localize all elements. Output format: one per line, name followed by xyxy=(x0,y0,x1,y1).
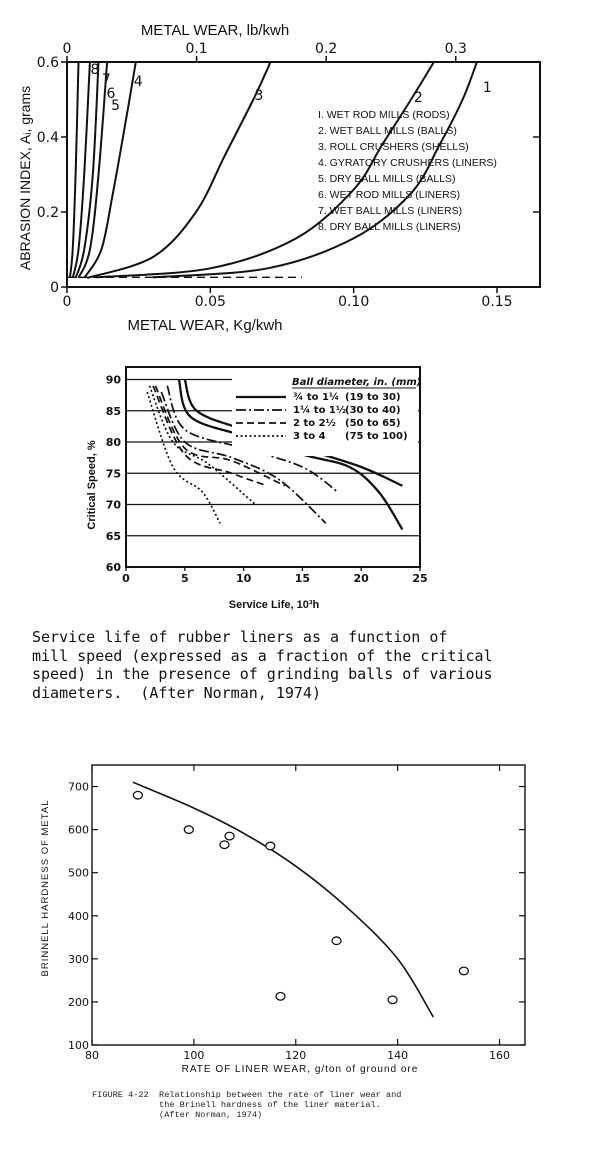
plot-frame xyxy=(92,765,525,1045)
data-point xyxy=(220,841,229,849)
legend-item: 5. DRY BALL MILLS (BALLS) xyxy=(318,173,456,185)
y-tick-label: 0.4 xyxy=(36,130,59,146)
y-tick-label: 85 xyxy=(105,404,121,418)
y-tick-label: 90 xyxy=(105,373,121,387)
axis-ticks xyxy=(68,765,525,1062)
x-tick-label: 10 xyxy=(235,572,252,585)
x-axis-label: Service Life, 10³h xyxy=(228,599,320,611)
x-tick-label: 140 xyxy=(387,1049,409,1062)
legend-inch-range: 1¼ to 1½ xyxy=(293,405,347,416)
data-point xyxy=(332,937,341,945)
curve-1 xyxy=(153,62,477,277)
legend-mm-range: (19 to 30) xyxy=(345,392,401,403)
scatter-points xyxy=(133,791,468,1003)
data-point xyxy=(459,967,468,975)
legend-mm-range: (75 to 100) xyxy=(345,431,408,442)
top-tick-label: 0.2 xyxy=(315,41,338,57)
curve-label-6: 6 xyxy=(106,86,116,102)
y-tick-label: 60 xyxy=(105,561,121,574)
legend-title: Ball diameter, in. (mm) xyxy=(292,377,422,388)
x-tick-label: 0 xyxy=(62,294,72,310)
data-point xyxy=(184,826,193,834)
y-tick-label: 400 xyxy=(68,909,89,923)
x-tick-label: 80 xyxy=(85,1049,99,1062)
curve-label-8: 8 xyxy=(90,62,100,78)
top-axis-label: METAL WEAR, lb/kwh xyxy=(140,22,290,39)
legend xyxy=(232,372,421,456)
legend-item: 2. WET BALL MILLS (BALLS) xyxy=(318,125,457,137)
chart2-caption: Service life of rubber liners as a function of mill speed (expressed as a fraction of the critical speed) in the presence of grinding balls of various diameters. (After Norman, 1974) xyxy=(32,628,493,702)
curve-labels xyxy=(90,62,491,114)
curve-label-3: 3 xyxy=(254,88,264,104)
y-tick-label: 700 xyxy=(68,780,89,794)
x-tick-label: 120 xyxy=(285,1049,307,1062)
data-point xyxy=(133,791,142,799)
y-axis-label: Critical Speed, % xyxy=(86,440,98,530)
data-point xyxy=(266,842,275,850)
legend-item: 6. WET ROD MILLS (LINERS) xyxy=(318,189,461,201)
critical-speed-chart xyxy=(0,355,600,615)
fitted-curve xyxy=(133,782,434,1017)
y-tick-label: 65 xyxy=(105,529,121,543)
legend-mm-range: (50 to 65) xyxy=(345,418,401,429)
bottom-axis-ticks xyxy=(63,287,513,310)
x-tick-label: 25 xyxy=(412,572,428,585)
x-tick-label: 160 xyxy=(489,1049,511,1062)
data-point xyxy=(388,996,397,1004)
figure-caption: FIGURE 4-22 Relationship between the rate of liner wear and the Brinell hardness of the liner material. (After Norman, 1974) xyxy=(92,1090,402,1120)
x-axis-label: RATE OF LINER WEAR, g/ton of ground ore xyxy=(181,1064,419,1075)
legend-inch-range: ¾ to 1¼ xyxy=(293,392,340,403)
y-tick-label: 0.6 xyxy=(36,55,59,71)
y-tick-label: 80 xyxy=(105,436,121,449)
legend-item: 4. GYRATORY CRUSHERS (LINERS) xyxy=(318,157,497,169)
y-tick-label: 0.2 xyxy=(36,205,59,221)
data-point xyxy=(276,993,285,1001)
y-tick-label: 100 xyxy=(68,1039,89,1052)
y-tick-label: 0 xyxy=(50,280,59,296)
y-tick-label: 500 xyxy=(68,866,89,880)
x-tick-label: 0.10 xyxy=(338,294,370,310)
y-tick-label: 70 xyxy=(105,498,121,512)
y-tick-label: 300 xyxy=(68,952,89,966)
plot-frame xyxy=(67,62,540,287)
x-tick-label: 5 xyxy=(180,572,189,585)
legend-inch-range: 2 to 2½ xyxy=(293,418,336,429)
curve-label-4: 4 xyxy=(133,74,143,90)
y-tick-label: 200 xyxy=(68,995,89,1009)
x-axis-label: METAL WEAR, Kg/kwh xyxy=(127,317,283,334)
brinell-hardness-chart xyxy=(0,750,600,1085)
curve-label-5: 5 xyxy=(111,98,121,114)
legend-inch-range: 3 to 4 xyxy=(293,431,326,442)
legend-item: 8. DRY BALL MILLS (LINERS) xyxy=(318,221,461,233)
trend-curve xyxy=(133,782,434,1017)
curve-8 xyxy=(70,62,79,278)
x-tick-label: 0.15 xyxy=(481,294,513,310)
y-axis-label: BRINNELL HARDNESS OF METAL xyxy=(40,799,51,977)
x-tick-label: 100 xyxy=(183,1049,205,1062)
x-tick-label: 0 xyxy=(122,572,130,585)
curve-2 xyxy=(96,62,434,277)
top-axis-ticks xyxy=(63,41,467,62)
curve-label-1: 1 xyxy=(482,80,492,96)
x-tick-label: 20 xyxy=(353,572,369,585)
y-tick-label: 600 xyxy=(68,823,89,837)
legend-item: 3. ROLL CRUSHERS (SHELLS) xyxy=(318,141,469,153)
y-tick-label: 75 xyxy=(105,467,121,481)
top-tick-label: 0.1 xyxy=(185,41,208,57)
top-tick-label: 0 xyxy=(62,41,72,57)
curve-label-2: 2 xyxy=(413,90,423,106)
x-tick-label: 15 xyxy=(294,572,311,585)
abrasion-index-chart xyxy=(0,0,600,340)
legend-mm-range: (30 to 40) xyxy=(345,405,401,416)
legend-item: I. WET ROD MILLS (RODS) xyxy=(318,109,450,121)
legend-item: 7. WET BALL MILLS (LINERS) xyxy=(318,205,463,217)
curve-label-7: 7 xyxy=(101,72,111,88)
y-axis-label: ABRASION INDEX, Aᵢ, grams xyxy=(17,85,33,271)
top-tick-label: 0.3 xyxy=(444,41,467,57)
x-tick-label: 0.05 xyxy=(194,294,226,310)
data-point xyxy=(225,832,234,840)
legend xyxy=(318,109,497,233)
